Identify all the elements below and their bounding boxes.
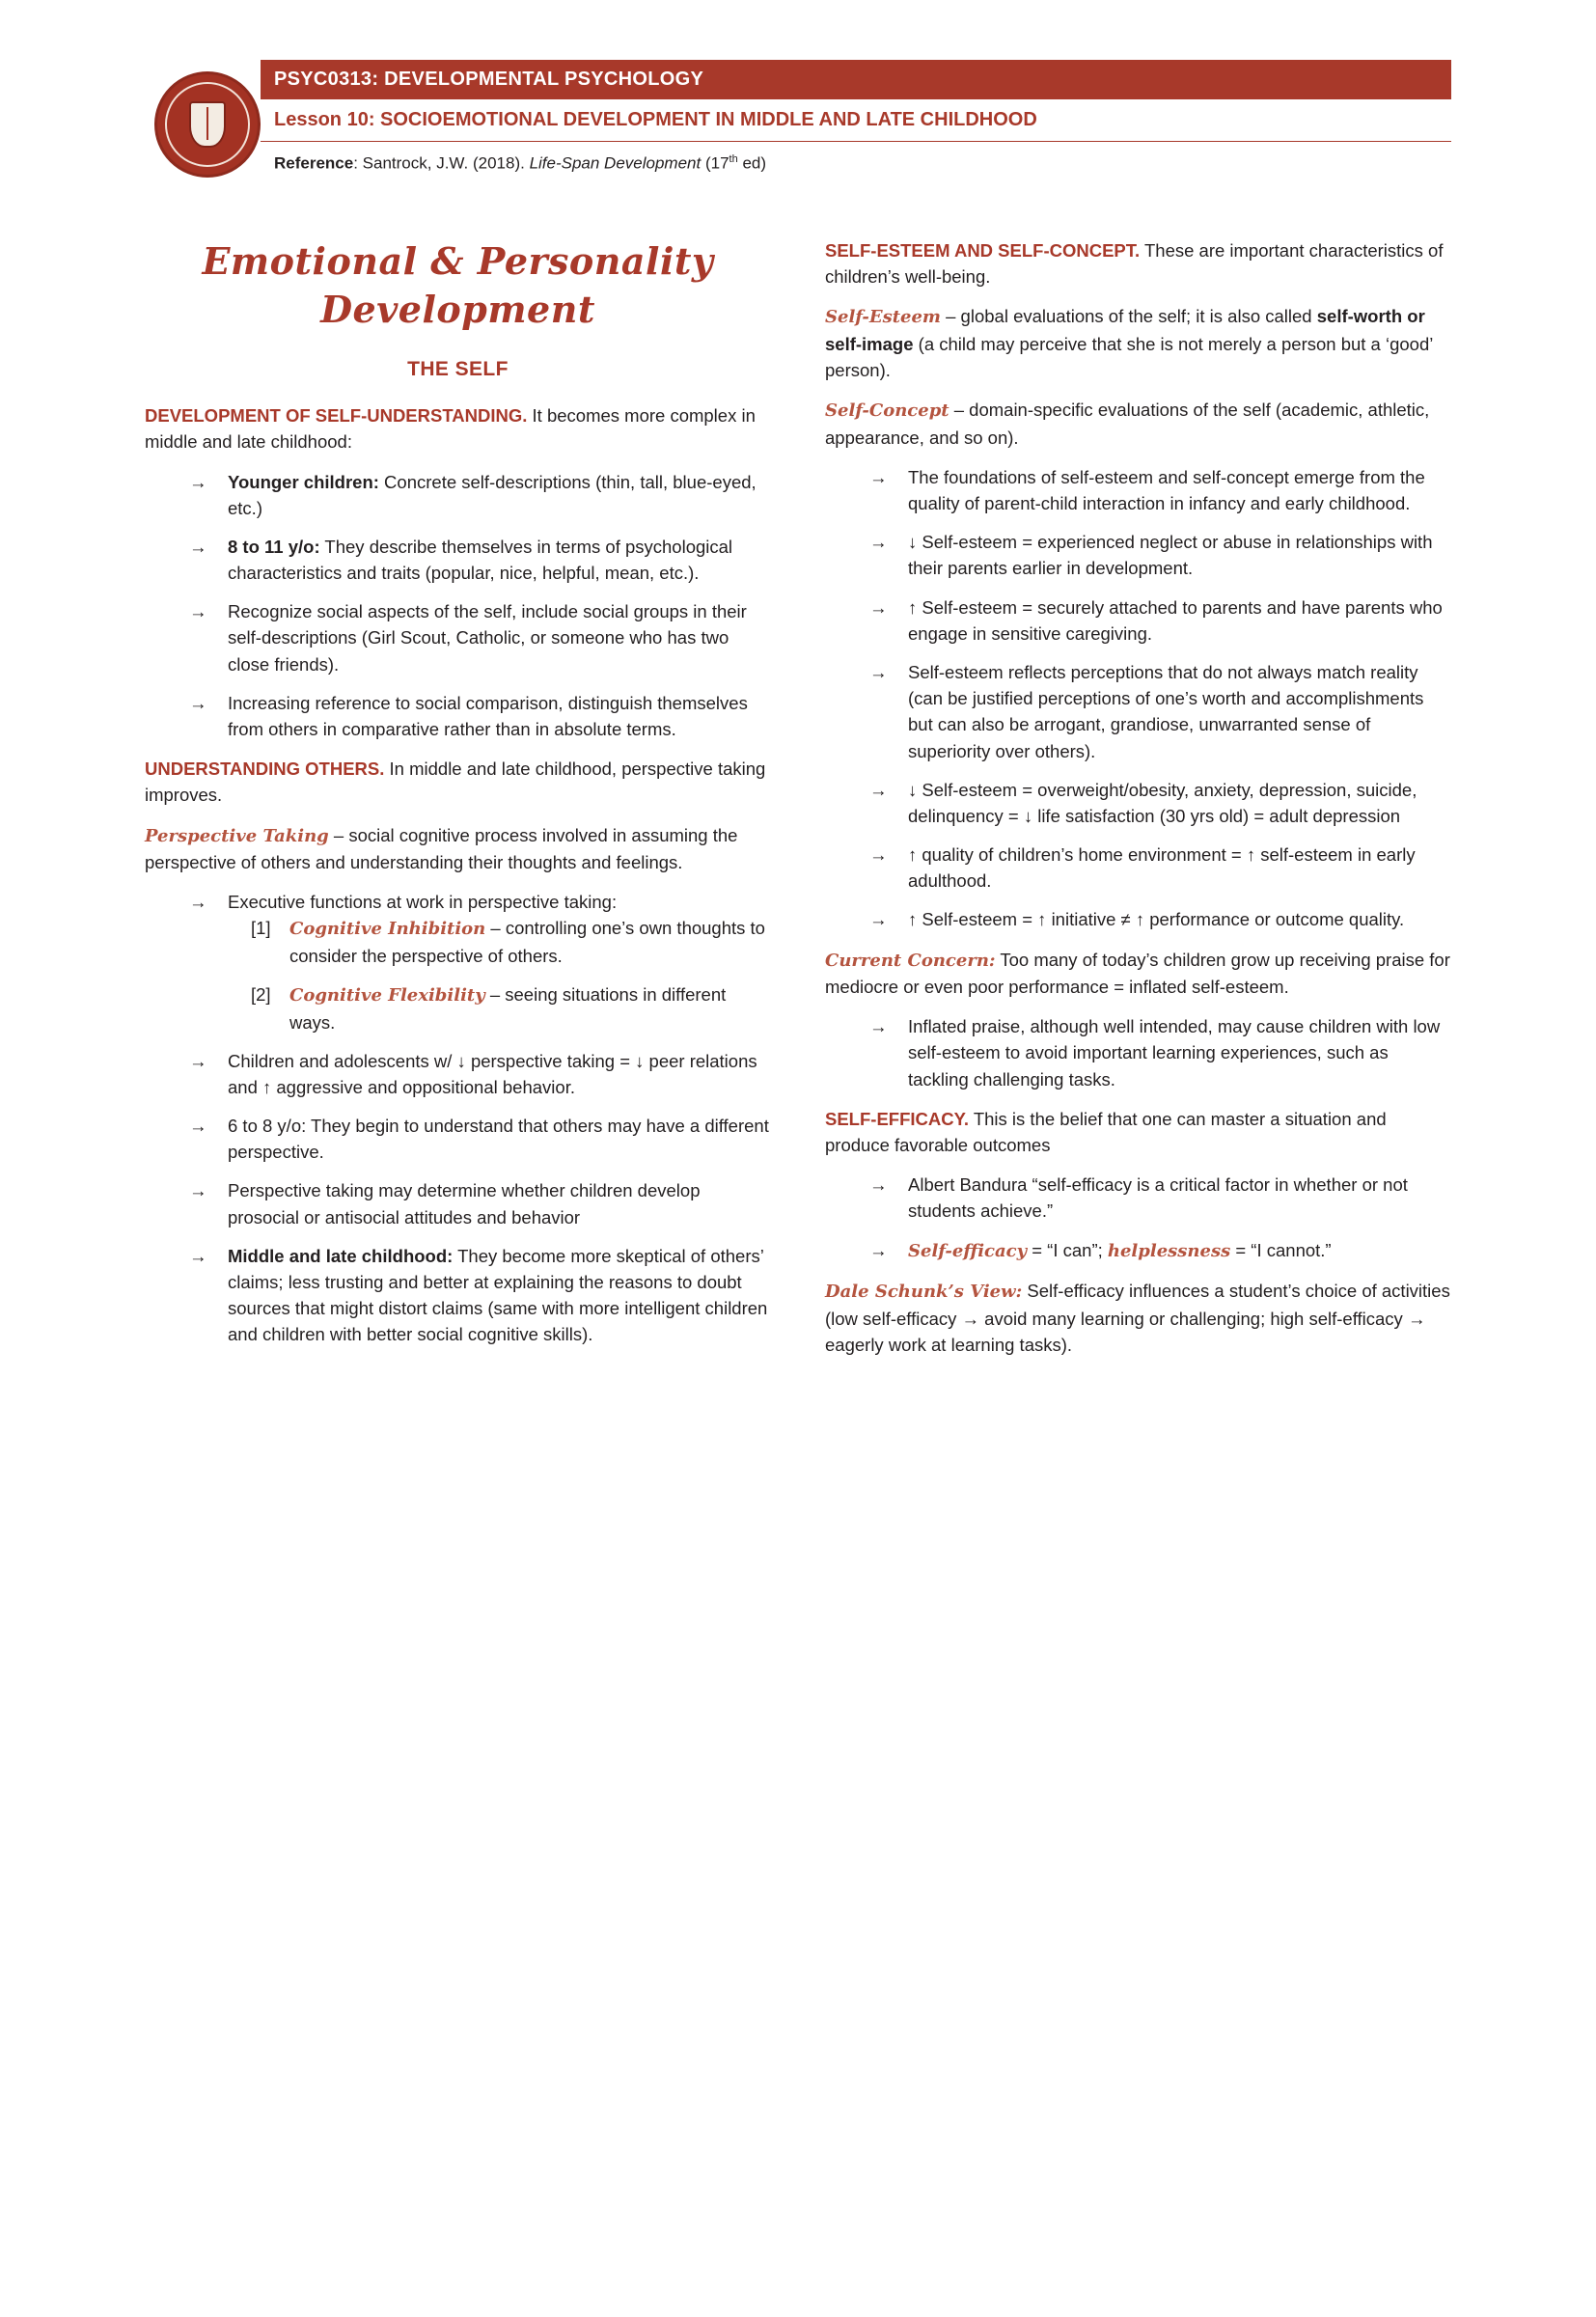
page-title-line-1: Emotional & Personality (202, 239, 714, 283)
list-item (189, 1243, 771, 1348)
paragraph-self-concept (825, 397, 1451, 451)
seal-inner-ring (165, 82, 250, 167)
text-self-esteem-concept: These are important characteristics of children’s well-being. (825, 240, 1444, 288)
document-page (0, 60, 1596, 2317)
term-self-concept: Self-Concept (825, 400, 949, 422)
arrow-icon: → (869, 466, 888, 487)
lead-self-efficacy: SELF-EFFICACY. (825, 1108, 970, 1129)
term-cognitive-flexibility: Cognitive Flexibility (289, 985, 485, 1007)
reference-line (261, 142, 1451, 174)
list-marker: [2] (251, 984, 271, 1006)
list-item (869, 529, 1451, 581)
arrow-icon: → (869, 532, 888, 553)
university-seal-icon (154, 71, 261, 178)
reference-edition: (17 (701, 153, 729, 173)
content-columns (145, 237, 1451, 1371)
paragraph-dale-schunk (825, 1278, 1451, 1358)
list-item (189, 1048, 771, 1100)
text-current-concern: Too many of today’s children grow up receiving praise for mediocre or even poor performance = inflated self-esteem. (825, 949, 1450, 998)
paragraph-self-understanding (145, 402, 771, 455)
arrow-icon: → (189, 892, 207, 913)
term-cognitive-inhibition: Cognitive Inhibition (289, 919, 486, 940)
list-item-text: Increasing reference to social comparison, distinguish themselves from others in comparative rather than in absolute terms. (228, 692, 748, 740)
arrow-icon: → (869, 661, 888, 682)
course-title: PSYC0313: DEVELOPMENTAL PSYCHOLOGY (261, 60, 1451, 99)
text-self-esteem-b: (a child may perceive that she is not merely a person but a ‘good’ person). (825, 333, 1433, 381)
paragraph-self-efficacy (825, 1106, 1451, 1158)
reference-book-title: Life-Span Development (529, 153, 702, 173)
list-item-text: – seeing situations in different ways. (289, 984, 727, 1033)
left-column (145, 237, 771, 1371)
list-self-efficacy (825, 1172, 1451, 1264)
text-self-understanding: It becomes more complex in middle and late childhood: (145, 405, 756, 453)
paragraph-perspective-taking (145, 822, 771, 876)
page-title-line-2: Development (320, 288, 595, 332)
right-column (825, 237, 1451, 1371)
list-item (189, 690, 771, 742)
list-item-text: Perspective taking may determine whether children develop prosocial or antisocial attitudes and behavior (228, 1180, 701, 1227)
list-item-text: The foundations of self-esteem and self-concept emerge from the quality of parent-child interaction in infancy and early childhood. (908, 466, 1425, 514)
arrow-icon: → (869, 596, 888, 618)
term-current-concern: Current Concern: (825, 950, 996, 971)
list-item-bold: Younger children: (228, 471, 379, 492)
list-item-text: Recognize social aspects of the self, include social groups in their self-descriptions (Girl Scout, Catholic, or someone who has two close friends). (228, 601, 747, 675)
list-executive-functions (145, 889, 771, 1347)
text-dale-schunk-view: Self-efficacy influences a student’s choice of activities (low self-efficacy → avoid many learning or challenging; high self-efficacy → eagerly work at learning tasks). (825, 1281, 1450, 1355)
list-item (189, 598, 771, 677)
text-perspective-taking: – social cognitive process involved in assuming the perspective of others and understanding their thoughts and feelings. (145, 824, 738, 873)
list-item (189, 1113, 771, 1165)
list-self-understanding (145, 469, 771, 743)
list-item-text: They become more skeptical of others’ claims; less trusting and better at explaining the reasons to doubt sources that might distort claims (same with more intelligent children and children with better social cognitive skills). (228, 1245, 768, 1345)
list-item-bold: Middle and late childhood: (228, 1245, 454, 1266)
lead-understanding-others: UNDERSTANDING OTHERS. (145, 759, 385, 780)
list-item (869, 1172, 1451, 1224)
list-item-text: ↓ Self-esteem = experienced neglect or abuse in relationships with their parents earlier in development. (908, 532, 1433, 579)
reference-edition-end: ed) (737, 153, 767, 173)
list-item-text: Albert Bandura “self-efficacy is a critical factor in whether or not students achieve.” (908, 1174, 1408, 1222)
text-self-efficacy: This is the belief that one can master a situation and produce favorable outcomes (825, 1108, 1387, 1156)
list-item-text: Concrete self-descriptions (thin, tall, blue-eyed, etc.) (228, 471, 757, 518)
list-item (189, 534, 771, 586)
list-item (869, 464, 1451, 516)
lesson-title: Lesson 10: SOCIOEMOTIONAL DEVELOPMENT IN MIDDLE AND LATE CHILDHOOD (261, 99, 1451, 142)
arrow-icon: → (189, 601, 207, 622)
lead-self-esteem-concept: SELF-ESTEEM AND SELF-CONCEPT. (825, 240, 1141, 261)
list-item (189, 469, 771, 521)
list-item (869, 594, 1451, 647)
text-understanding-others: In middle and late childhood, perspective taking improves. (145, 759, 766, 806)
list-item-text-end: = “I cannot.” (1230, 1239, 1332, 1260)
list-item-bold: 8 to 11 y/o: (228, 536, 320, 557)
list-item-text: – controlling one’s own thoughts to consider the perspective of others. (289, 918, 765, 966)
list-item-text: They describe themselves in terms of psychological characteristics and traits (popular, nice, helpful, mean, etc.). (228, 536, 733, 584)
paragraph-understanding-others (145, 756, 771, 808)
term-self-esteem: Self-Esteem (825, 307, 941, 328)
list-item (869, 1013, 1451, 1092)
lead-self-understanding: DEVELOPMENT OF SELF-UNDERSTANDING. (145, 405, 528, 427)
list-marker: [1] (251, 918, 271, 939)
numbered-list-executive-functions (228, 915, 771, 1034)
list-item (251, 915, 771, 969)
text-self-worth-bold: self-worth or self-image (825, 306, 1425, 354)
arrow-icon: → (189, 471, 207, 492)
term-dale-schunk-view: Dale Schunk’s View: (825, 1282, 1023, 1303)
list-item (189, 889, 771, 1034)
list-item (869, 659, 1451, 764)
arrow-icon: → (189, 1245, 207, 1266)
paragraph-current-concern (825, 947, 1451, 1001)
arrow-icon: → (869, 1016, 888, 1037)
list-inflated-praise (825, 1013, 1451, 1092)
text-self-concept: – domain-specific evaluations of the self (academic, athletic, appearance, and so on). (825, 400, 1430, 448)
page-title (145, 237, 771, 334)
term-self-efficacy: Self-efficacy (908, 1240, 1028, 1261)
list-item (869, 841, 1451, 894)
list-item-text-middle: = “I can”; (1027, 1239, 1108, 1260)
list-item-text: ↑ Self-esteem = ↑ initiative ≠ ↑ performance or outcome quality. (908, 909, 1405, 930)
arrow-icon: → (869, 909, 888, 930)
arrow-icon: → (869, 779, 888, 800)
arrow-icon: → (189, 692, 207, 713)
list-item (869, 906, 1451, 932)
list-item (869, 777, 1451, 829)
term-helplessness: helplessness (1107, 1240, 1231, 1261)
reference-label: Reference (274, 153, 354, 173)
arrow-icon: → (189, 1180, 207, 1201)
list-item (251, 981, 771, 1035)
arrow-icon: → (869, 844, 888, 866)
list-self-esteem-findings (825, 464, 1451, 933)
paragraph-self-esteem-concept (825, 237, 1451, 290)
list-item-text: Executive functions at work in perspective taking: (228, 892, 618, 913)
list-item (869, 1237, 1451, 1264)
arrow-icon: → (189, 1116, 207, 1137)
list-item-text: Inflated praise, although well intended, may cause children with low self-esteem to avoid important learning experiences, such as tackling challenging tasks. (908, 1016, 1441, 1090)
list-item-text: ↑ Self-esteem = securely attached to parents and have parents who engage in sensitive caregiving. (908, 596, 1443, 644)
reference-superscript: th (729, 153, 738, 165)
list-item-text: 6 to 8 y/o: They begin to understand that others may have a different perspective. (228, 1116, 769, 1163)
list-item-text: ↑ quality of children’s home environment = ↑ self-esteem in early adulthood. (908, 844, 1416, 892)
term-perspective-taking: Perspective Taking (145, 825, 329, 846)
document-header (145, 60, 1451, 205)
paragraph-self-esteem (825, 303, 1451, 383)
text-self-esteem-a: – global evaluations of the self; it is also called (940, 306, 1317, 327)
seal-shield-icon (189, 101, 226, 148)
reference-rest: : Santrock, J.W. (2018). (353, 153, 530, 173)
list-item-text: ↓ Self-esteem = overweight/obesity, anxiety, depression, suicide, delinquency = ↓ life satisfaction (30 yrs old) = adult depression (908, 779, 1417, 826)
list-item-text: Self-esteem reflects perceptions that do not always match reality (can be justified perceptions of one’s worth and accomplishments but can also be arrogant, grandiose, unwarranted sense of superiority over others). (908, 661, 1424, 761)
arrow-icon: → (189, 1050, 207, 1071)
arrow-icon: → (869, 1174, 888, 1196)
arrow-icon: → (869, 1239, 888, 1260)
list-item-text: Children and adolescents w/ ↓ perspective taking = ↓ peer relations and ↑ aggressive and oppositional behavior. (228, 1050, 757, 1097)
arrow-icon: → (189, 536, 207, 557)
section-heading-the-self: THE SELF (407, 358, 509, 381)
list-item (189, 1177, 771, 1229)
